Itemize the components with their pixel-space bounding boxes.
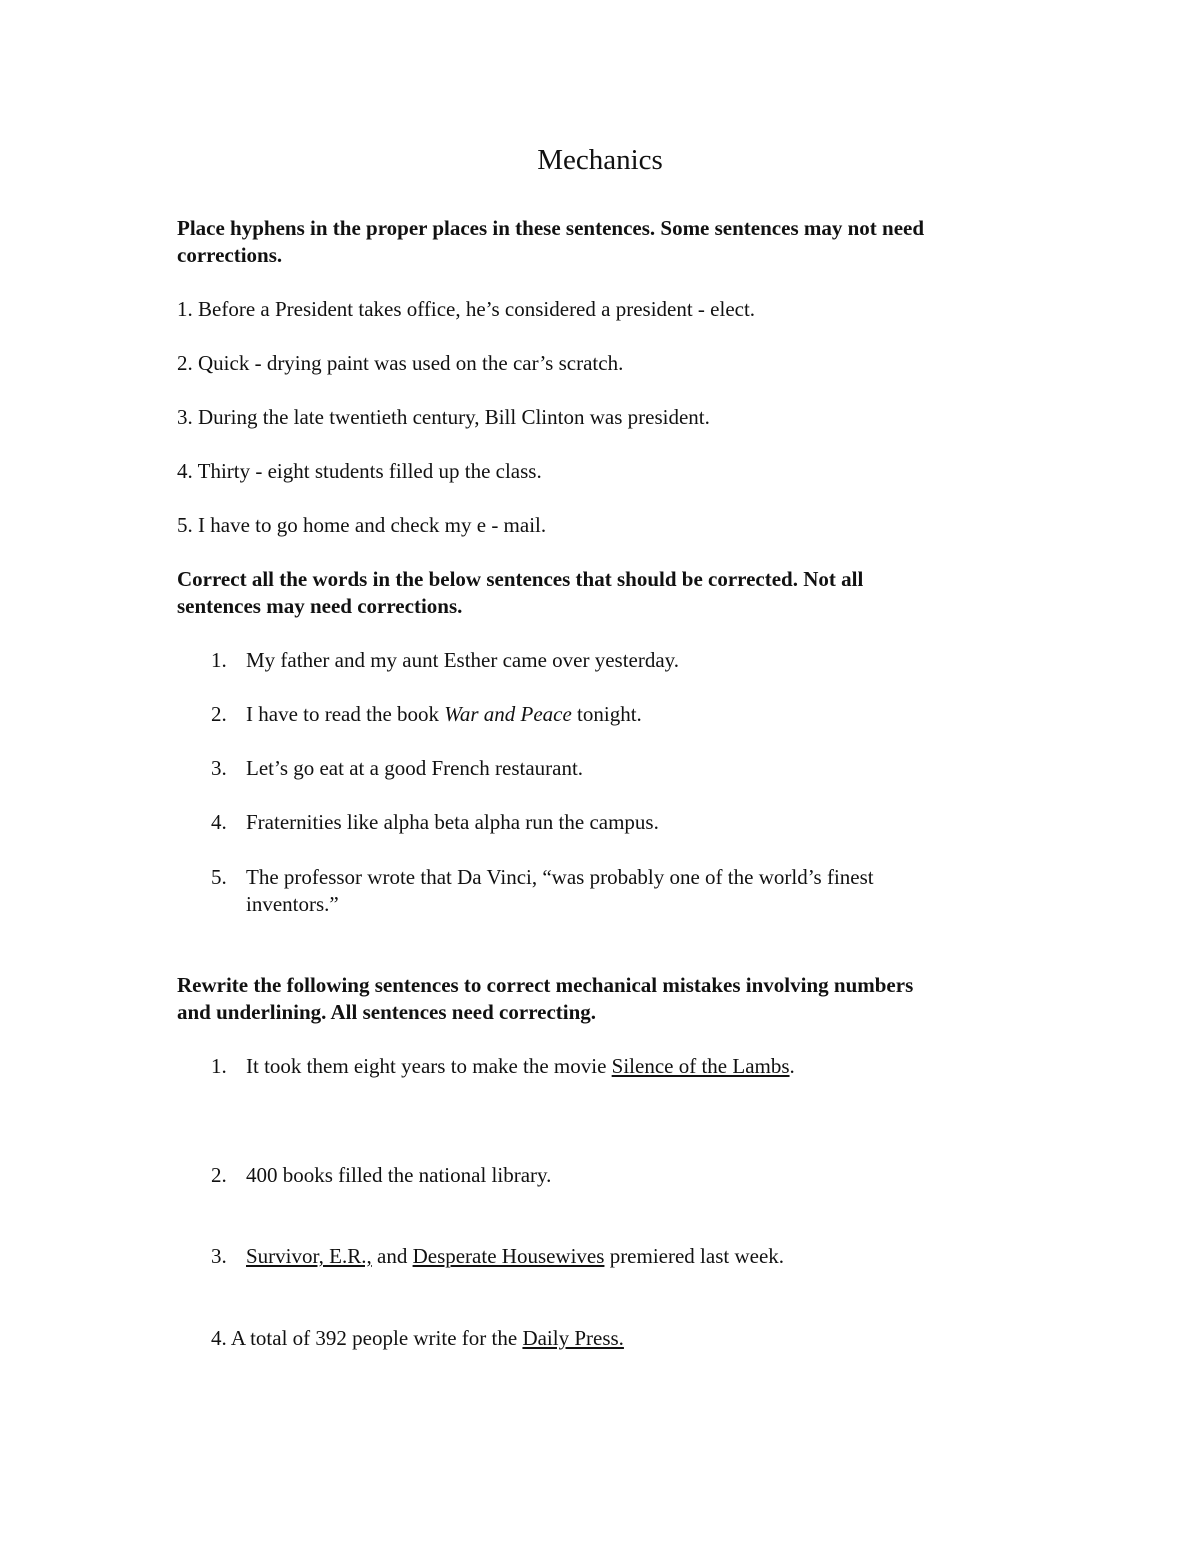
section1-item-4: 4. Thirty - eight students filled up the class.	[177, 459, 542, 483]
section2-item-1-text: My father and my aunt Esther came over yesterday.	[246, 648, 680, 672]
section1-item-1: 1. Before a President takes office, he’s considered a president - elect.	[177, 297, 756, 321]
section2-item-4-text: Fraternities like alpha beta alpha run the campus.	[246, 810, 659, 834]
section3-item-4-text	[211, 1325, 624, 1352]
section1-item-5: 5. I have to go home and check my e - mail.	[177, 513, 547, 537]
book-title-war-and-peace: War and Peace	[444, 702, 572, 726]
section3-item-3-mid: and	[371, 1244, 413, 1268]
section2-item-3-text: Let’s go eat at a good French restaurant.	[246, 756, 584, 780]
section2-item-5-number: 5.	[211, 865, 227, 889]
section2-item-1-number: 1.	[211, 648, 227, 672]
section3-item-2-number: 2.	[211, 1163, 227, 1187]
section2-item-3-number: 3.	[211, 756, 227, 780]
section3-item-3-text	[246, 1243, 784, 1270]
section2-item-4-number: 4.	[211, 810, 227, 834]
section1-instruction-line2: corrections.	[177, 243, 283, 267]
section2-instruction-line2: sentences may need corrections.	[177, 594, 463, 618]
section3-item-1-number: 1.	[211, 1054, 227, 1078]
section2-item-2-text	[246, 701, 642, 728]
section3-item-4-pre: 4. A total of 392 people write for the	[211, 1326, 523, 1350]
section2-instruction-line1: Correct all the words in the below sentences that should be corrected. Not all	[177, 567, 864, 591]
section3-instruction-line2: and underlining. All sentences need correcting.	[177, 1000, 597, 1024]
section2-item-5-text: The professor wrote that Da Vinci, “was probably one of the world’s finest	[246, 865, 874, 889]
section3-item-2-text: 400 books filled the national library.	[246, 1163, 552, 1187]
section3-item-1-text	[246, 1053, 795, 1080]
section2-item-2-number: 2.	[211, 702, 227, 726]
section3-item-1-post: .	[789, 1054, 795, 1078]
show-title-desperate-housewives: Desperate Housewives	[412, 1244, 605, 1268]
section1-item-2: 2. Quick - drying paint was used on the car’s scratch.	[177, 351, 624, 375]
newspaper-title-daily-press: Daily Press.	[522, 1326, 624, 1350]
show-titles-survivor-er: Survivor, E.R.,	[246, 1244, 372, 1268]
section2-item-2-pre: I have to read the book	[246, 702, 445, 726]
section2-item-2-post: tonight.	[571, 702, 642, 726]
section1-instruction-line1: Place hyphens in the proper places in these sentences. Some sentences may not need	[177, 216, 925, 240]
section1-item-3: 3. During the late twentieth century, Bill Clinton was president.	[177, 405, 710, 429]
movie-title-silence-of-the-lambs: Silence of the Lambs	[611, 1054, 790, 1078]
section3-item-3-post: premiered last week.	[604, 1244, 785, 1268]
section2-item-5-text-continued: inventors.”	[246, 892, 339, 916]
page-title: Mechanics	[537, 144, 663, 176]
section3-instruction-line1: Rewrite the following sentences to correct mechanical mistakes involving numbers	[177, 973, 914, 997]
section3-item-1-pre: It took them eight years to make the movie	[246, 1054, 612, 1078]
section3-item-3-number: 3.	[211, 1244, 227, 1268]
